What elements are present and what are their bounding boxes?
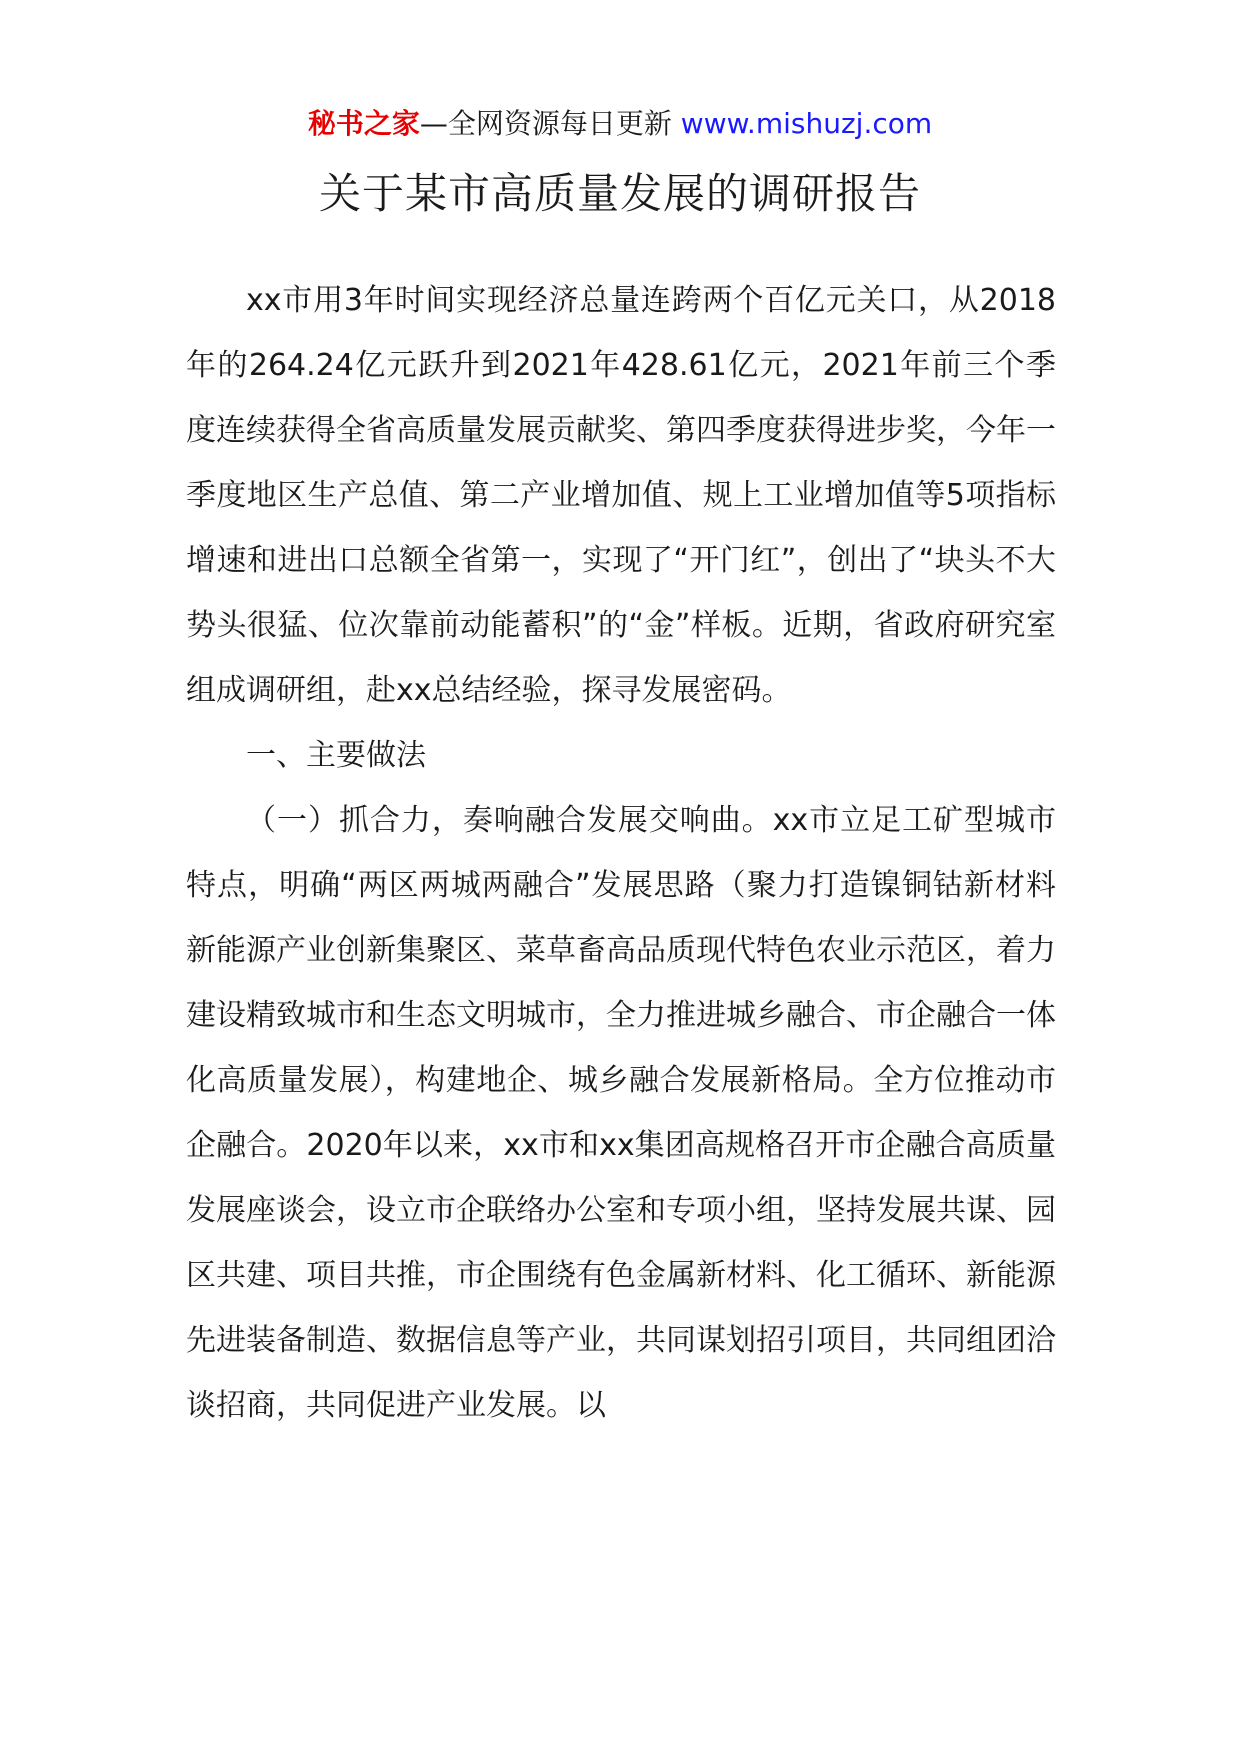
site-url-link[interactable]: www.mishuzj.com (680, 107, 933, 140)
section-heading: 一、主要做法 (246, 738, 426, 773)
site-banner (0, 104, 1240, 144)
document-body (186, 268, 1056, 1438)
document-title: 关于某市高质量发展的调研报告 (318, 169, 921, 218)
brand-name: 秘书之家 (307, 107, 420, 140)
intro-paragraph: xx市用3年时间实现经济总量连跨两个百亿元关口，从2018年的264.24亿元跃升到2021年428.61亿元，2021年前三个季度连续获得全省高质量发展贡献奖、第四季度获得进步奖，今年一季度地区生产总值、第二产业增加值、规上工业增加值等5项指标增速和进出口总额全省第一，实现了“开门红”，创出了“块头不大势头很猛、位次靠前动能蓄积”的“金”样板。近期，省政府研究室组成调研组，赴xx总结经验，探寻发展密码。 (186, 283, 1056, 708)
section-paragraph: （一）抓合力，奏响融合发展交响曲。xx市立足工矿型城市特点，明确“两区两城两融合”发展思路（聚力打造镍铜钴新材料新能源产业创新集聚区、菜草畜高品质现代特色农业示范区，着力建设精致城市和生态文明城市，全力推进城乡融合、市企融合一体化高质量发展），构建地企、城乡融合发展新格局。全方位推动市企融合。2020年以来，xx市和xx集团高规格召开市企融合高质量发展座谈会，设立市企联络办公室和专项小组，坚持发展共谋、园区共建、项目共推，市企围绕有色金属新材料、化工循环、新能源先进装备制造、数据信息等产业，共同谋划招引项目，共同组团洽谈招商，共同促进产业发展。以 (186, 803, 1056, 1423)
banner-slogan: —全网资源每日更新 (419, 107, 672, 140)
